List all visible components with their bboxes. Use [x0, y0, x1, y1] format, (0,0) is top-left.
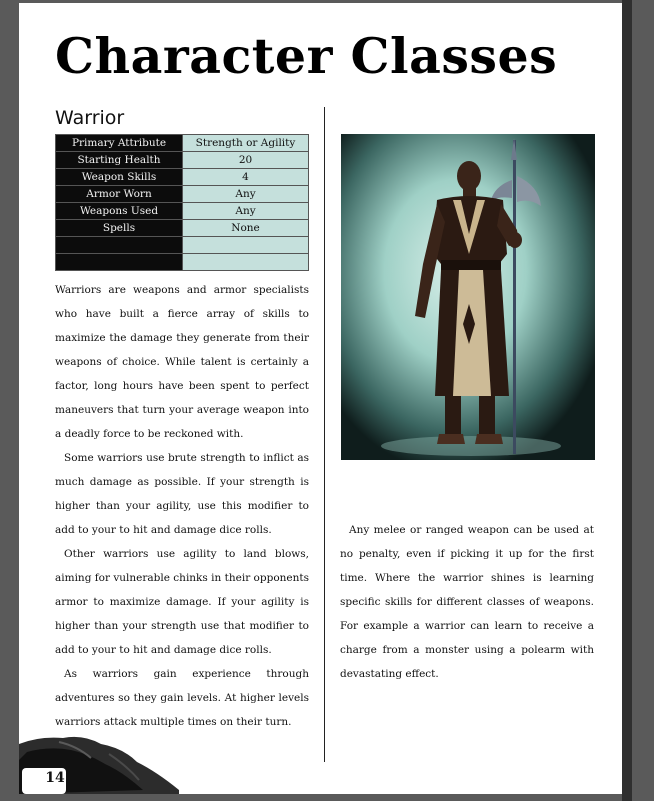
stat-label: Starting Health — [56, 152, 183, 169]
warrior-illustration — [341, 134, 595, 460]
table-row — [56, 169, 309, 186]
stat-value: Strength or Agility — [183, 135, 309, 152]
body-paragraph: Some warriors use brute strength to inflict as much damage as possible. If your strength is higher than your agility, use this modifier to add to your to hit and damage dice rolls. — [55, 452, 309, 536]
stat-value: Any — [183, 203, 309, 220]
column-divider — [324, 107, 325, 762]
stat-label: Spells — [56, 220, 183, 237]
section-heading: Warrior — [55, 107, 125, 129]
viewer-background-edge — [622, 0, 632, 801]
page-title: Character Classes — [55, 27, 558, 85]
stat-value: 20 — [183, 152, 309, 169]
right-text-column — [340, 518, 594, 686]
stat-value: Any — [183, 186, 309, 203]
table-row — [56, 135, 309, 152]
stat-label — [56, 237, 183, 254]
stat-label: Weapons Used — [56, 203, 183, 220]
stat-value: None — [183, 220, 309, 237]
stat-label — [56, 254, 183, 271]
body-paragraph: Any melee or ranged weapon can be used at no penalty, even if picking it up for the first time. Where the warrior shines is learning specific skills for different classes of weapons. For example a warrior can learn to receive a charge from a monster using a polearm with devastating effect. — [340, 524, 594, 680]
stat-value — [183, 254, 309, 271]
body-paragraph: Other warriors use agility to land blows, aiming for vulnerable chinks in their opponents armor to maximize damage. If your agility is higher than your strength use that modifier to add to your to hit and damage dice rolls. — [55, 548, 309, 656]
table-row — [56, 237, 309, 254]
document-page — [19, 3, 622, 794]
page-number: 14 — [45, 770, 65, 786]
class-stats-table — [55, 134, 309, 271]
table-row — [56, 220, 309, 237]
body-paragraph: Warriors are weapons and armor specialists who have built a fierce array of skills to maximize the damage they generate from their weapons of choice. While talent is certainly a factor, long hours have been spent to perfect maneuvers that turn your average weapon into a deadly force to be reckoned with. — [55, 284, 309, 440]
stat-label: Weapon Skills — [56, 169, 183, 186]
table-row — [56, 152, 309, 169]
table-row — [56, 254, 309, 271]
stat-label: Primary Attribute — [56, 135, 183, 152]
left-text-column — [55, 278, 309, 734]
stat-value — [183, 237, 309, 254]
stat-label: Armor Worn — [56, 186, 183, 203]
stat-value: 4 — [183, 169, 309, 186]
body-paragraph: As warriors gain experience through adventures so they gain levels. At higher levels warriors attack multiple times on their turn. — [55, 668, 309, 728]
table-row — [56, 186, 309, 203]
table-row — [56, 203, 309, 220]
